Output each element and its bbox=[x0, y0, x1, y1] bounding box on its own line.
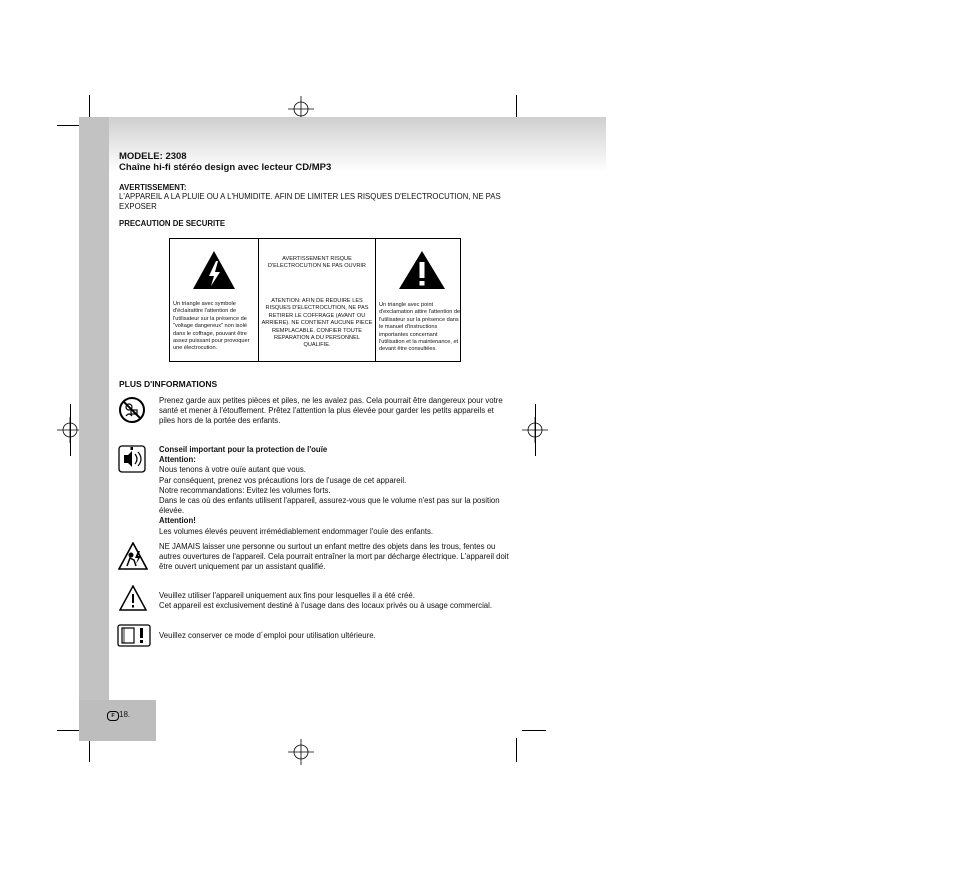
footer-box bbox=[79, 700, 156, 741]
side-band bbox=[79, 117, 109, 741]
electric-hazard-child-icon bbox=[118, 542, 148, 570]
exclamation-description: Un triangle avec point d'exclamation attire l'attention de l'utilisateur sur la présence dans le manuel d'instructions importantes concernant l'utilisation et la maintenance, et devant être consultées. bbox=[379, 302, 461, 353]
warning-title: AVERTISSEMENT: bbox=[119, 183, 187, 192]
lightning-triangle-icon bbox=[192, 250, 236, 290]
hearing-block bbox=[159, 445, 511, 537]
usage-line-1: Veuillez utiliser l'appareil uniquement aux fins pour lesquelles il a été créé. bbox=[159, 591, 415, 600]
lightning-description: Un triangle avec symbole d'éclairattire l'attention de l'utilisateur sur la présence de "voltage dangereux" non isolé dans le coffrage, pouvant être assez puissant pour provoquer une électrocution. bbox=[173, 301, 250, 352]
crop-mark bbox=[70, 404, 71, 456]
crop-mark bbox=[516, 738, 517, 762]
small-parts-text: Prenez garde aux petites pièces et piles, ne les avalez pas. Cela pourrait être dangereux pour votre santé et mener à l'étouffement. Prêtez l'attention la plus élevée pour garder les petits appareils et piles hors de la portée des enfants. bbox=[159, 396, 503, 426]
shock-attention-text: ATENTION: AFIN DE REDUIRE LES RISQUES D'ELECTROCUTION, NE PAS RETIRER LE COFFRAGE (AVANT OU ARRIERE). NE CONTIENT AUCUNE PIECE REMPLACABLE. CONFIER TOUTE REPARATION A DU PERSONNEL QUALIFIE. bbox=[261, 298, 373, 349]
hearing-warning-icon bbox=[118, 445, 146, 473]
warning-text: L'APPAREIL A LA PLUIE OU A L'HUMIDITE. AFIN DE LIMITER LES RISQUES D'ELECTROCUTION, NE PAS EXPOSER bbox=[119, 192, 501, 212]
hearing-line-2: Par conséquent, prenez vos précautions lors de l'usage de cet appareil. bbox=[159, 475, 407, 485]
caution-triangle-icon bbox=[119, 585, 147, 611]
usage-line-2: Cet appareil est exclusivement destiné à l'usage dans des locaux privés ou à usage commercial. bbox=[159, 601, 493, 611]
warning-do-not-open: AVERTISSEMENT RISQUE D'ELECTROCUTION NE PAS OUVRIR bbox=[268, 256, 366, 270]
manual-book-icon bbox=[117, 624, 151, 647]
openings-warning-text: NE JAMAIS laisser une personne ou surtout un enfant mettre des objets dans les trous, fentes ou autres ouvertures de l'appareil. Cela pourrait entraîner la mort par décharge électrique. L'appareil doit être ouvert uniquement par un assistant qualifié. bbox=[159, 542, 509, 572]
language-badge: F bbox=[107, 711, 119, 721]
hearing-attention-2: Attention! bbox=[159, 516, 196, 526]
crop-mark bbox=[57, 730, 81, 731]
crop-mark bbox=[535, 404, 536, 456]
hearing-line-3: Notre recommandations: Evitez les volumes forts. bbox=[159, 485, 331, 495]
safety-title: PRECAUTION DE SECURITE bbox=[119, 219, 226, 228]
hearing-title: Conseil important pour la protection de l'ouïe bbox=[159, 445, 328, 454]
hearing-line-5: Les volumes élevés peuvent irrémédiablement endommager l'ouïe des enfants. bbox=[159, 526, 434, 536]
hearing-line-1: Nous tenons à votre ouïe autant que vous. bbox=[159, 465, 306, 475]
exclamation-triangle-icon bbox=[398, 250, 446, 290]
hearing-line-4: Dans le cas où des enfants utilisent l'appareil, assurez-vous que le volume n'est pas sur la position élevée. bbox=[159, 496, 500, 516]
more-info-title: PLUS D'INFORMATIONS bbox=[119, 379, 218, 389]
model-title: MODELE: 2308 bbox=[119, 151, 187, 162]
crop-mark bbox=[89, 738, 90, 762]
registration-mark-icon bbox=[288, 739, 314, 765]
crop-mark bbox=[57, 125, 81, 126]
no-small-parts-icon bbox=[118, 396, 146, 424]
safety-box bbox=[169, 238, 461, 362]
product-subtitle: Chaîne hi-fi stéréo design avec lecteur CD/MP3 bbox=[119, 162, 332, 173]
crop-mark bbox=[522, 730, 546, 731]
page-number: 18. bbox=[119, 710, 131, 719]
keep-manual-text: Veuillez conserver ce mode d´emploi pour utilisation ultérieure. bbox=[159, 631, 376, 640]
hearing-attention-1: Attention: bbox=[159, 455, 196, 465]
usage-text bbox=[159, 591, 513, 611]
